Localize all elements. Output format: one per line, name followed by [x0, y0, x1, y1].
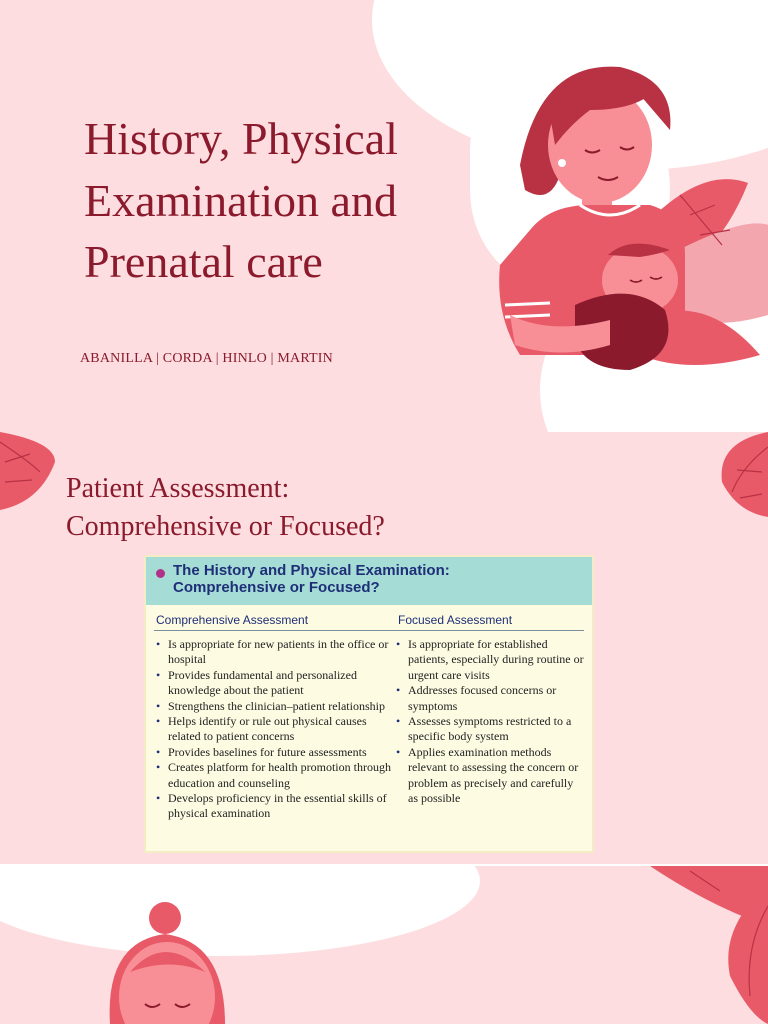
list-item: • Applies examination methods relevant to assessing the concern or problem as precisely and carefully as possible [408, 745, 584, 807]
leaf-decoration-left [0, 432, 60, 512]
list-item: • Provides fundamental and personalized knowledge about the patient [168, 668, 394, 699]
list-item: • Is appropriate for established patients, especially during routine or urgent care visits [408, 637, 584, 683]
focused-column [394, 637, 584, 822]
slide-partial [0, 866, 768, 1024]
table-heading-bar [146, 557, 592, 605]
bullet-icon [156, 569, 165, 578]
list-item: • Develops proficiency in the essential skills of physical examination [168, 791, 394, 822]
column-header-focused: Focused Assessment [398, 613, 513, 627]
comprehensive-column [154, 637, 394, 822]
mother-baby-illustration [490, 55, 768, 375]
list-item: • Is appropriate for new patients in the office or hospital [168, 637, 394, 668]
slide-heading: Patient Assessment: Comprehensive or Focused? [66, 473, 385, 543]
list-item: • Helps identify or rule out physical causes related to patient concerns [168, 714, 394, 745]
presentation-title: History, Physical Examination and Prenatal care [84, 113, 398, 288]
leaf-decoration-right [630, 866, 768, 1024]
table-column-headers [154, 605, 584, 631]
slide-title [0, 0, 768, 432]
table-body [146, 631, 592, 822]
list-item: • Creates platform for health promotion through education and counseling [168, 760, 394, 791]
assessment-table [144, 555, 594, 853]
list-item: • Addresses focused concerns or symptoms [408, 683, 584, 714]
list-item: • Assesses symptoms restricted to a specific body system [408, 714, 584, 745]
woman-illustration [100, 902, 250, 1024]
table-heading: The History and Physical Examination: Comprehensive or Focused? [173, 562, 450, 596]
list-item: • Strengthens the clinician–patient relationship [168, 699, 394, 714]
authors-line: ABANILLA | CORDA | HINLO | MARTIN [80, 351, 333, 366]
column-header-comprehensive: Comprehensive Assessment [156, 613, 309, 627]
list-item: • Provides baselines for future assessments [168, 745, 394, 760]
leaf-decoration-right [712, 432, 768, 522]
